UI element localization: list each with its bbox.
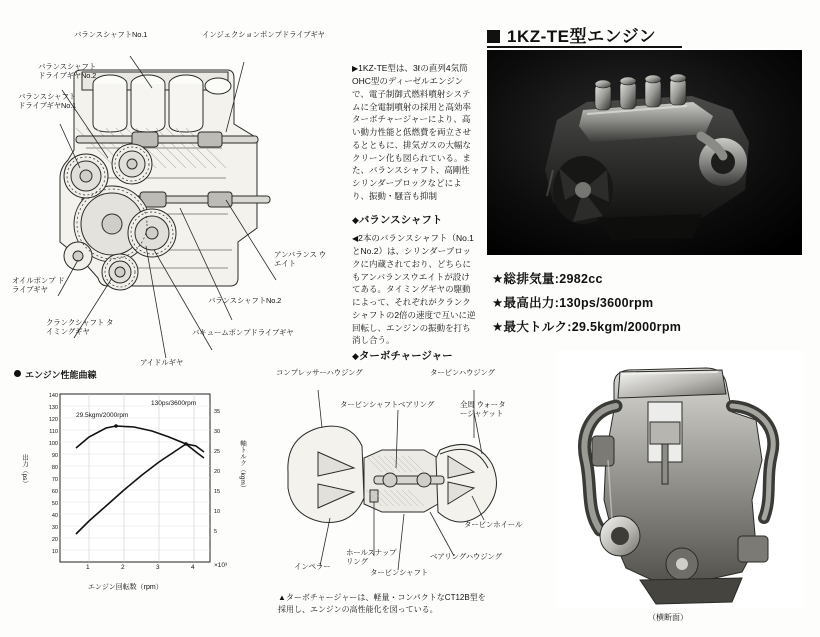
- section-balance-shaft: [352, 212, 476, 347]
- callout-injection-pump-drive-gear: インジェクションポンプドライブギヤ: [202, 30, 325, 39]
- chart-annotation-power: 130ps/3600rpm: [151, 400, 197, 407]
- callout-idle-gear: アイドルギヤ: [140, 358, 184, 367]
- spec-label-1: 最高出力: [503, 295, 555, 310]
- callout-balance-shaft-drive-gear-no2: バランスシャフト ドライブギヤNo.2: [38, 62, 97, 81]
- spec-sep-1: :: [554, 295, 560, 310]
- callout-hole-snap-ring: ホールスナップ リング: [346, 548, 397, 567]
- page-title: [487, 22, 656, 47]
- callout-turbine-housing: タービンハウジング: [430, 368, 495, 377]
- chart-xlabel: エンジン回転数（rpm）: [88, 584, 163, 591]
- callout-compressor-housing: コンプレッサーハウジング: [276, 368, 363, 377]
- spec-star-1: ★: [492, 295, 504, 310]
- turbo-description: [278, 592, 493, 615]
- section-marker-balance-shaft: ◆: [352, 215, 359, 225]
- spec-value-0: 2982cc: [559, 272, 603, 286]
- chart-xtick-1: 1: [86, 564, 90, 571]
- chart-yticks-left: 140 130 120 110 100 90 80 70 60 50 40 30 20 10: [48, 393, 58, 555]
- callout-vacuum-pump-drive-gear: バキュームポンプドライブギヤ: [192, 328, 294, 337]
- spec-max-power: [492, 292, 681, 316]
- callout-oil-pump-drive-gear: オイルポンプ ドライブギヤ: [12, 276, 65, 295]
- intro-marker: ▶: [352, 64, 359, 73]
- page-title-text: 1KZ-TE型エンジン: [507, 27, 657, 46]
- callout-turbine-shaft: タービンシャフト: [370, 568, 429, 577]
- spec-label-0: 総排気量: [503, 272, 555, 286]
- callout-impeller: インペラー: [294, 562, 331, 571]
- callout-balance-shaft-no1: バランスシャフトNo.1: [74, 30, 148, 39]
- spec-value-1: 130ps/3600rpm: [559, 295, 654, 310]
- section-marker-turbocharger: ◆: [352, 351, 359, 361]
- section-body-marker-balance-shaft: ◀: [352, 234, 359, 243]
- spec-sep-2: :: [567, 319, 572, 334]
- callout-full-water-jacket: 全周 ウォータージャケット: [460, 400, 506, 419]
- section-body-balance-shaft: 2本のバランスシャフト（No.1とNo.2）は、シリンダーブロックに内蔵されており、どちらにもアンバランスウエイトが設けてある。タイミングギヤの駆動によって、それぞれがクランクシャフトの2倍の速度で互いに逆回転し、エンジンの振動を打ち消し合う。: [352, 233, 476, 346]
- chart-xtick-3: 3: [156, 564, 160, 571]
- intro-text: 1KZ-TE型は、3ℓの直列4気筒OHC型のディーゼルエンジンで、電子制御式燃料噴射システムに全電制噴射の採用と高効率ターボチャージャーにより、高い動力性能と低燃費を両立させるとともに、排気ガスの大幅なクリーン化も図られている。また、バランスシャフト、高剛性シリンダーブロックなどにより、振動・騒音も抑制: [352, 63, 472, 201]
- chart-xtick-4: 4: [191, 564, 195, 571]
- chart-ylabel-right: 軸トルク（kgm）: [239, 440, 246, 492]
- title-underline: [487, 46, 682, 48]
- engine-photo: [487, 50, 802, 255]
- intro-paragraph: [352, 62, 474, 203]
- spec-label-2: 最大トルク: [503, 319, 568, 334]
- spec-value-2: 29.5kgm/2000rpm: [571, 319, 682, 334]
- spec-star-2: ★: [492, 319, 504, 334]
- spec-sep-0: :: [554, 272, 560, 286]
- chart-yticks-right: 35 30 25 20 15 10 5: [214, 409, 221, 535]
- turbo-desc-text: ターボチャージャーは、軽量・コンパクトなCT12B型を採用し、エンジンの高性能化を図っている。: [278, 593, 486, 614]
- chart-xtick-2: 2: [121, 564, 125, 571]
- engine-cutaway-illustration: [12, 28, 342, 367]
- section-turbocharger: [352, 348, 476, 363]
- photo-caption-bottom: （横断面）: [648, 613, 688, 622]
- spec-list: [492, 268, 681, 339]
- chart-annotation-torque: 29.5kgm/2000rpm: [76, 412, 129, 419]
- performance-chart: [14, 368, 264, 626]
- spec-star-0: ★: [492, 272, 504, 286]
- callout-crankshaft-timing-gear: クランクシャフト タイミングギヤ: [46, 318, 114, 337]
- engine-cross-section-photo: [556, 350, 804, 608]
- chart-x-exponent: ×10³: [214, 562, 228, 569]
- section-title-turbocharger: ターボチャージャー: [358, 350, 453, 362]
- chart-title: [14, 368, 97, 381]
- chart-title-bullet: [14, 370, 21, 377]
- callout-turbine-wheel: タービンホイール: [464, 520, 523, 529]
- chart-ylabel-left: 出力（ps）: [21, 454, 28, 487]
- callout-balance-shaft-no2: バランスシャフトNo.2: [208, 296, 282, 305]
- title-square-marker: [487, 30, 500, 43]
- turbo-desc-marker: ▲: [278, 593, 286, 602]
- callout-unbalance-weight: アンバランス ウエイト: [274, 250, 326, 269]
- chart-title-text: エンジン性能曲線: [25, 370, 97, 380]
- callout-balance-shaft-drive-gear-no1: バランスシャフト ドライブギヤNo.1: [18, 92, 77, 111]
- turbocharger-cutaway-illustration: [276, 368, 523, 580]
- spec-displacement: [492, 268, 681, 292]
- callout-bearing-housing: ベアリングハウジング: [430, 552, 502, 561]
- section-title-balance-shaft: バランスシャフト: [358, 214, 443, 226]
- spec-max-torque: [492, 316, 681, 340]
- callout-turbine-shaft-bearing: タービンシャフトベアリング: [340, 400, 435, 409]
